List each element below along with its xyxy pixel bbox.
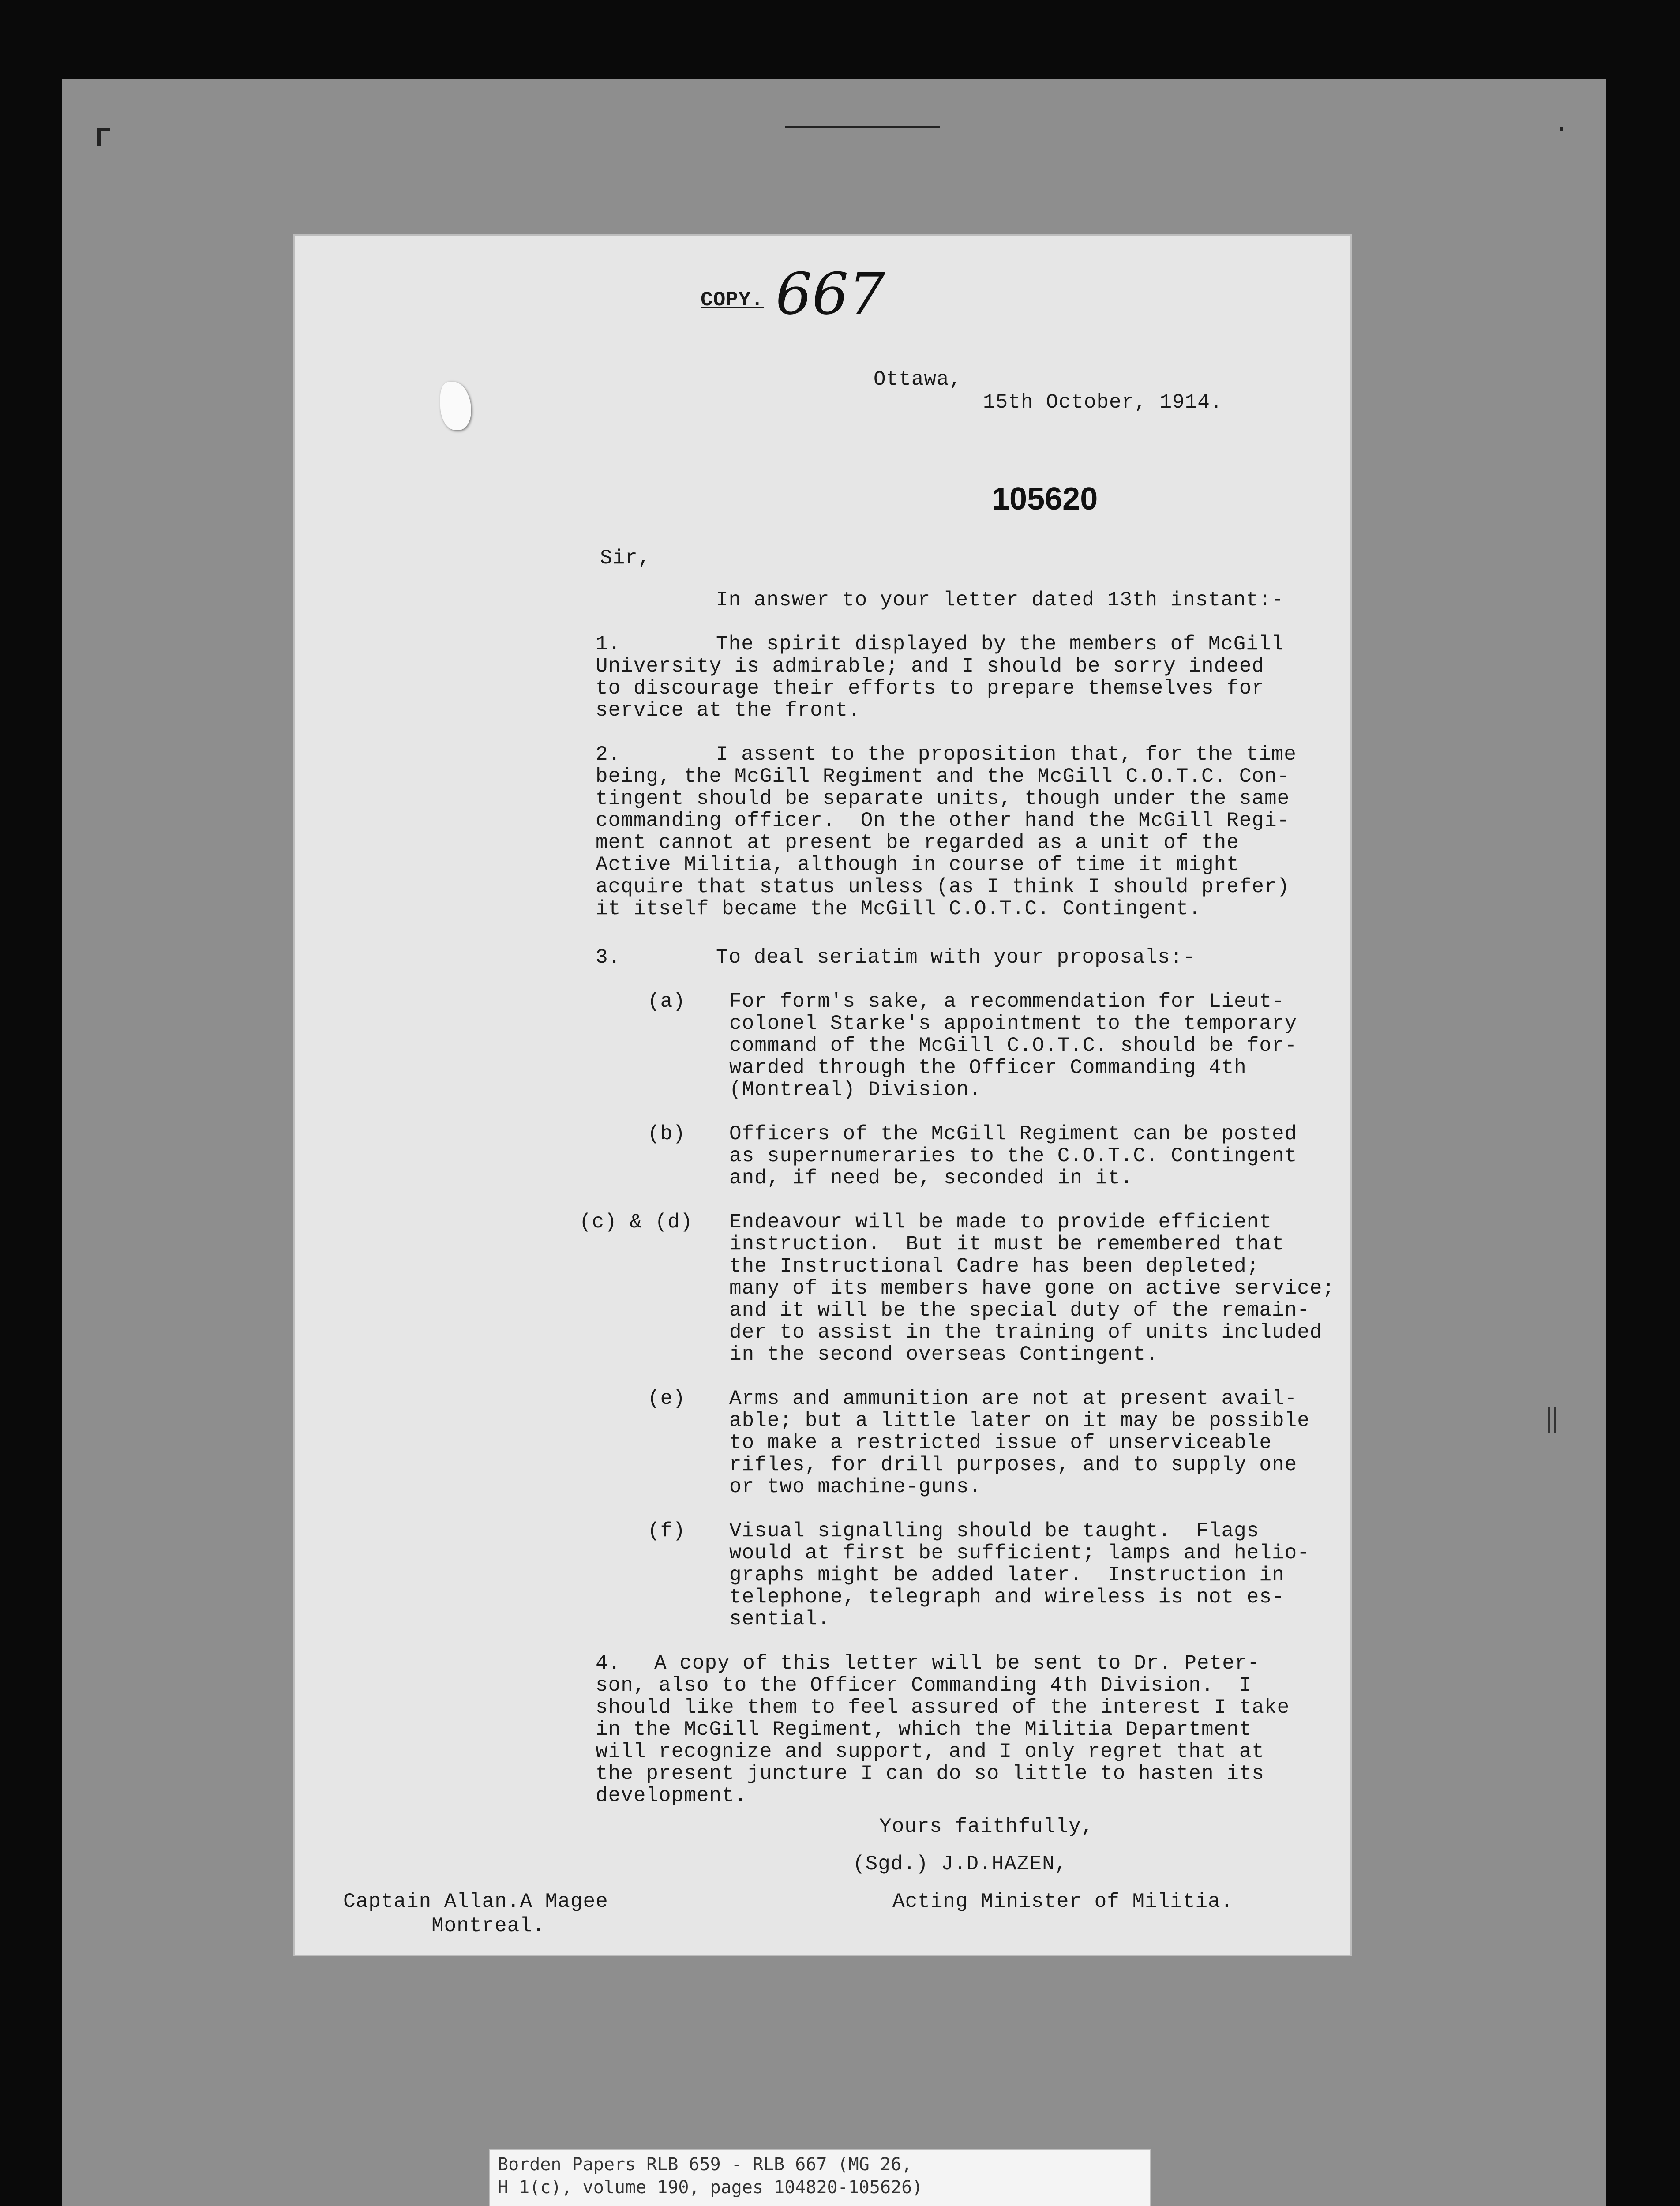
- item-line: to make a restricted issue of unserviceable: [729, 1431, 1272, 1454]
- item-line: many of its members have gone on active service;: [729, 1277, 1335, 1300]
- item-line: Arms and ammunition are not at present avail-: [729, 1387, 1298, 1410]
- para-number: 1.: [596, 633, 621, 656]
- para-number: 4.: [596, 1652, 621, 1675]
- paragraph-line: will recognize and support, and I only regret that at: [596, 1740, 1265, 1763]
- edge-mark: ‖: [1544, 1403, 1560, 1434]
- closing: Yours faithfully,: [879, 1815, 1094, 1838]
- item-line: rifles, for drill purposes, and to supply one: [729, 1453, 1298, 1476]
- salutation: Sir,: [600, 547, 651, 570]
- item-line: telephone, telegraph and wireless is not es-: [729, 1586, 1285, 1609]
- item-line: and it will be the special duty of the remain-: [729, 1299, 1310, 1322]
- paragraph-line: To deal seriatim with your proposals:-: [716, 946, 1196, 969]
- item-line: der to assist in the training of units included: [729, 1321, 1323, 1344]
- para-number: 3.: [596, 946, 621, 969]
- item-label: (e): [648, 1387, 686, 1410]
- paragraph-line: A copy of this letter will be sent to Dr. Peter-: [654, 1652, 1260, 1675]
- item-line: graphs might be added later. Instruction in: [729, 1564, 1285, 1587]
- item-line: Visual signalling should be taught. Flags: [729, 1519, 1260, 1542]
- paragraph-line: to discourage their efforts to prepare themselves for: [596, 677, 1265, 700]
- paragraph-line: University is admirable; and I should be sorry indeed: [596, 655, 1265, 678]
- item-line: able; but a little later on it may be possible: [729, 1409, 1310, 1432]
- item-line: command of the McGill C.O.T.C. should be for-: [729, 1034, 1298, 1057]
- paragraph-line: I assent to the proposition that, for the time: [716, 743, 1297, 766]
- addressee-line: Captain Allan.A Magee: [343, 1890, 608, 1913]
- item-line: Officers of the McGill Regiment can be posted: [729, 1122, 1298, 1145]
- item-line: Endeavour will be made to provide efficient: [729, 1211, 1272, 1234]
- paragraph-line: the present juncture I can do so little to hasten its: [596, 1762, 1265, 1785]
- para-number: 2.: [596, 743, 621, 766]
- item-line: would at first be sufficient; lamps and helio-: [729, 1542, 1310, 1564]
- item-line: in the second overseas Contingent.: [729, 1343, 1159, 1366]
- paragraph-line: commanding officer. On the other hand the McGill Regi-: [596, 809, 1290, 832]
- item-line: the Instructional Cadre has been depleted;: [729, 1255, 1260, 1278]
- item-line: and, if need be, seconded in it.: [729, 1167, 1133, 1189]
- addressee-line: Montreal.: [431, 1914, 545, 1937]
- intro-line: In answer to your letter dated 13th instant:-: [716, 589, 1284, 612]
- item-line: instruction. But it must be remembered that: [729, 1233, 1285, 1256]
- collection-reference-label: [489, 2149, 1151, 2206]
- letter-date: 15th October, 1914.: [983, 391, 1223, 414]
- item-line: colonel Starke's appointment to the temporary: [729, 1012, 1298, 1035]
- item-line: warded through the Officer Commanding 4th: [729, 1056, 1247, 1079]
- item-line: (Montreal) Division.: [729, 1078, 982, 1101]
- letter-heading: COPY.: [701, 289, 764, 311]
- signature: (Sgd.) J.D.HAZEN,: [853, 1853, 1068, 1876]
- item-line: For form's sake, a recommendation for Lieut-: [729, 990, 1285, 1013]
- paragraph-line: in the McGill Regiment, which the Militia Department: [596, 1718, 1252, 1741]
- paragraph-line: ment cannot at present be regarded as a unit of the: [596, 831, 1239, 854]
- item-label: (c) & (d): [579, 1211, 693, 1234]
- reference-line: Borden Papers RLB 659 - RLB 667 (MG 26,: [498, 2154, 912, 2175]
- item-label: (a): [648, 990, 686, 1013]
- paragraph-line: The spirit displayed by the members of McGill: [716, 633, 1284, 656]
- handwritten-number: 667: [776, 260, 885, 327]
- signatory-title: Acting Minister of Militia.: [892, 1890, 1234, 1913]
- paragraph-line: son, also to the Officer Commanding 4th Division. I: [596, 1674, 1252, 1697]
- paragraph-line: it itself became the McGill C.O.T.C. Contingent.: [596, 897, 1202, 920]
- corner-mark: [97, 128, 110, 131]
- paragraph-line: should like them to feel assured of the interest I take: [596, 1696, 1290, 1719]
- letter-place: Ottawa,: [874, 368, 962, 391]
- paper-tear: [440, 382, 471, 430]
- item-line: as supernumeraries to the C.O.T.C. Contingent: [729, 1144, 1298, 1167]
- item-label: (f): [648, 1519, 686, 1542]
- paragraph-line: being, the McGill Regiment and the McGill C.O.T.C. Con-: [596, 765, 1290, 788]
- top-rule: [785, 126, 940, 128]
- paragraph-line: service at the front.: [596, 699, 861, 722]
- item-line: sential.: [729, 1608, 830, 1631]
- letter-page: [295, 236, 1350, 1955]
- paragraph-line: Active Militia, although in course of time it might: [596, 853, 1239, 876]
- reference-line: H 1(c), volume 190, pages 104820-105626): [498, 2177, 923, 2198]
- reference-number: 105620: [992, 481, 1098, 517]
- paragraph-line: development.: [596, 1784, 747, 1807]
- item-label: (b): [648, 1122, 686, 1145]
- paragraph-line: acquire that status unless (as I think I should prefer): [596, 875, 1290, 898]
- corner-mark: [1560, 127, 1563, 131]
- item-line: or two machine-guns.: [729, 1475, 982, 1498]
- paragraph-line: tingent should be separate units, though under the same: [596, 787, 1290, 810]
